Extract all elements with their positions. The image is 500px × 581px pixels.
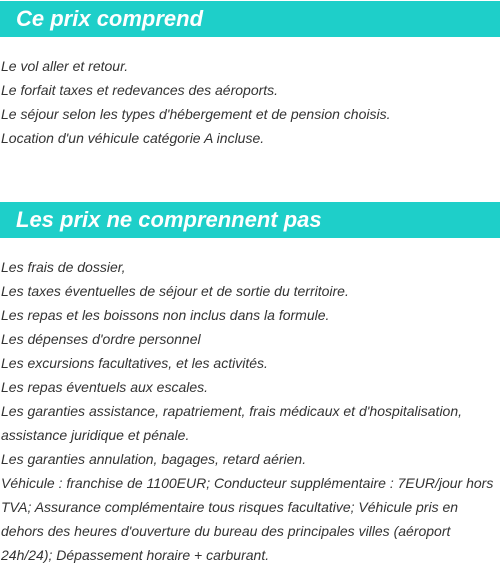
includes-list (0, 54, 500, 150)
list-item: Le forfait taxes et redevances des aéroports. (1, 82, 279, 98)
list-item: Les repas éventuels aux escales. (1, 379, 209, 395)
excludes-list (0, 255, 500, 567)
list-item: Les dépenses d'ordre personnel (1, 331, 201, 347)
list-item: Les excursions facultatives, et les activités. (1, 355, 268, 371)
list-item: Véhicule : franchise de 1100EUR; Conducteur supplémentaire : 7EUR/jour hors TVA; Assurance complémentaire tous risques facultative; Véhicule pris en dehors des heures d'ouverture du bureau des principales villes (aéroport 24h/24); Dépassement horaire + carburant. (1, 475, 494, 563)
excludes-title: Les prix ne comprennent pas (16, 207, 322, 232)
list-item: Les frais de dossier, (1, 259, 126, 275)
list-item: Location d'un véhicule catégorie A incluse. (1, 130, 265, 146)
includes-title: Ce prix comprend (16, 6, 204, 31)
excludes-section (0, 202, 500, 567)
list-item: Le séjour selon les types d'hébergement et de pension choisis. (1, 106, 391, 122)
excludes-header (0, 202, 500, 238)
list-item: Les garanties annulation, bagages, retard aérien. (1, 451, 307, 467)
list-item: Les garanties assistance, rapatriement, frais médicaux et d'hospitalisation, assistance juridique et pénale. (1, 403, 463, 443)
includes-header (0, 1, 500, 37)
list-item: Les taxes éventuelles de séjour et de sortie du territoire. (1, 283, 349, 299)
list-item: Les repas et les boissons non inclus dans la formule. (1, 307, 330, 323)
includes-section (0, 1, 500, 150)
list-item: Le vol aller et retour. (1, 58, 129, 74)
